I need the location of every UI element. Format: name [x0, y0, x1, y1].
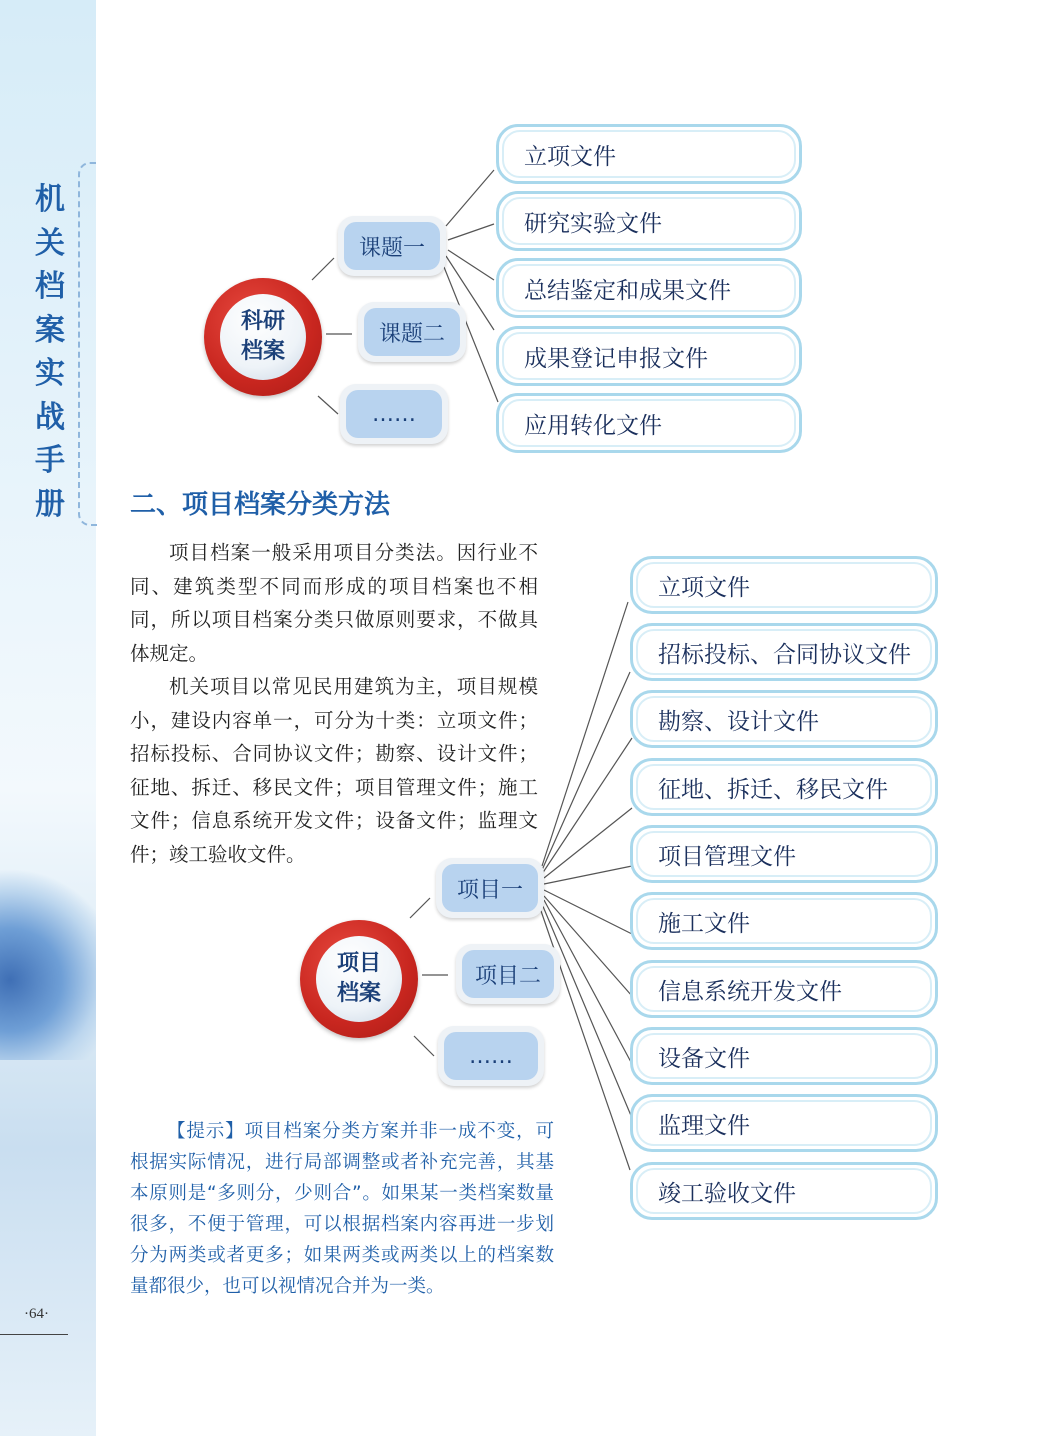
title-char: 档: [35, 269, 65, 304]
page-number: ·64·: [24, 1306, 49, 1322]
subnode-topic-2: [358, 302, 466, 362]
item-label: 征地、拆迁、移民文件: [636, 764, 932, 810]
item-box: [496, 124, 802, 184]
center-circle-research: [204, 278, 322, 396]
title-char: 册: [35, 486, 65, 522]
center-label-line: 档案: [240, 339, 285, 364]
paragraph-1: 项目档案一般采用项目分类法。因行业不同、建筑类型不同而形成的项目档案也不相同，所以项目档案分类只做原则要求，不做具体规定。: [130, 541, 538, 665]
subnode-label: 课题二: [364, 308, 460, 356]
item-label: 施工文件: [636, 898, 932, 944]
item-label: 招标投标、合同协议文件: [636, 629, 932, 675]
title-char: 关: [35, 225, 65, 261]
item-label: 信息系统开发文件: [636, 966, 932, 1012]
title-char: 手: [35, 443, 65, 478]
item-box: [630, 960, 938, 1018]
subnode-topic-1: [338, 216, 446, 276]
item-box: [630, 1162, 938, 1220]
section-heading: 二、项目档案分类方法: [130, 490, 391, 520]
item-box: [496, 326, 802, 386]
center-circle-inner: [220, 294, 306, 380]
item-box: [630, 1094, 938, 1152]
item-box: [630, 623, 938, 681]
item-box: [630, 825, 938, 883]
item-label: 总结鉴定和成果文件: [502, 264, 796, 312]
item-label: 项目管理文件: [636, 831, 932, 877]
center-label-line: 档案: [336, 981, 381, 1006]
subnode-label: 项目二: [462, 950, 554, 998]
title-char: 实: [35, 356, 65, 391]
item-box: [630, 556, 938, 614]
item-label: 成果登记申报文件: [502, 332, 796, 380]
center-label-line: 项目: [336, 951, 381, 976]
connector-line: [542, 672, 630, 870]
subnode-label: 项目一: [442, 864, 538, 912]
connector-line: [446, 170, 494, 226]
item-label: 设备文件: [636, 1033, 932, 1079]
connector-line: [544, 890, 632, 934]
item-box: [630, 690, 938, 748]
subnode-ellipsis: [340, 384, 448, 444]
connector-line: [448, 224, 494, 240]
connector-line: [542, 738, 632, 874]
connector-line: [448, 250, 494, 280]
subnode-project-1: [436, 858, 544, 918]
item-label: 研究实验文件: [502, 197, 796, 245]
item-box: [630, 758, 938, 816]
center-circle-inner: [316, 936, 402, 1022]
subnode-label: ……: [346, 390, 442, 438]
title-char: 案: [35, 312, 65, 348]
item-box: [496, 191, 802, 251]
connector-line: [312, 258, 334, 280]
subnode-label: ……: [444, 1032, 538, 1080]
item-label: 勘察、设计文件: [636, 696, 932, 742]
subnode-ellipsis: [438, 1026, 544, 1086]
item-label: 立项文件: [636, 562, 932, 608]
connector-line: [542, 904, 632, 1118]
center-label-line: 科研: [240, 309, 285, 334]
connector-line: [544, 866, 632, 884]
item-label: 监理文件: [636, 1100, 932, 1146]
item-label: 竣工验收文件: [636, 1168, 932, 1214]
item-box: [496, 258, 802, 318]
connector-line: [318, 396, 338, 414]
connector-line: [414, 1036, 434, 1056]
center-circle-project: [300, 920, 418, 1038]
title-char: 机: [35, 182, 65, 217]
title-char: 战: [35, 399, 65, 435]
subnode-label: 课题一: [344, 222, 440, 270]
subnode-project-2: [456, 944, 560, 1004]
item-label: 应用转化文件: [502, 399, 796, 447]
item-box: [630, 1027, 938, 1085]
tip-paragraph: 【提示】项目档案分类方案并非一成不变，可根据实际情况，进行局部调整或者补充完善，其基本原则是“多则分，少则合”。如果某一类档案数量很多，不便于管理，可以根据档案内容再进一步划分为两类或者更多；如果两类或两类以上的档案数量都很少，也可以视情况合并为一类。: [130, 1121, 554, 1297]
paragraph-2: 机关项目以常见民用建筑为主，项目规模小，建设内容单一，可分为十类：立项文件；招标投标、合同协议文件；勘察、设计文件；征地、拆迁、移民文件；项目管理文件；施工文件；信息系统开发文件；设备文件；监理文件；竣工验收文件。: [130, 675, 538, 866]
connector-line: [410, 898, 430, 918]
connector-line: [542, 602, 628, 866]
item-box: [496, 393, 802, 453]
item-label: 立项文件: [502, 130, 796, 178]
item-box: [630, 892, 938, 950]
